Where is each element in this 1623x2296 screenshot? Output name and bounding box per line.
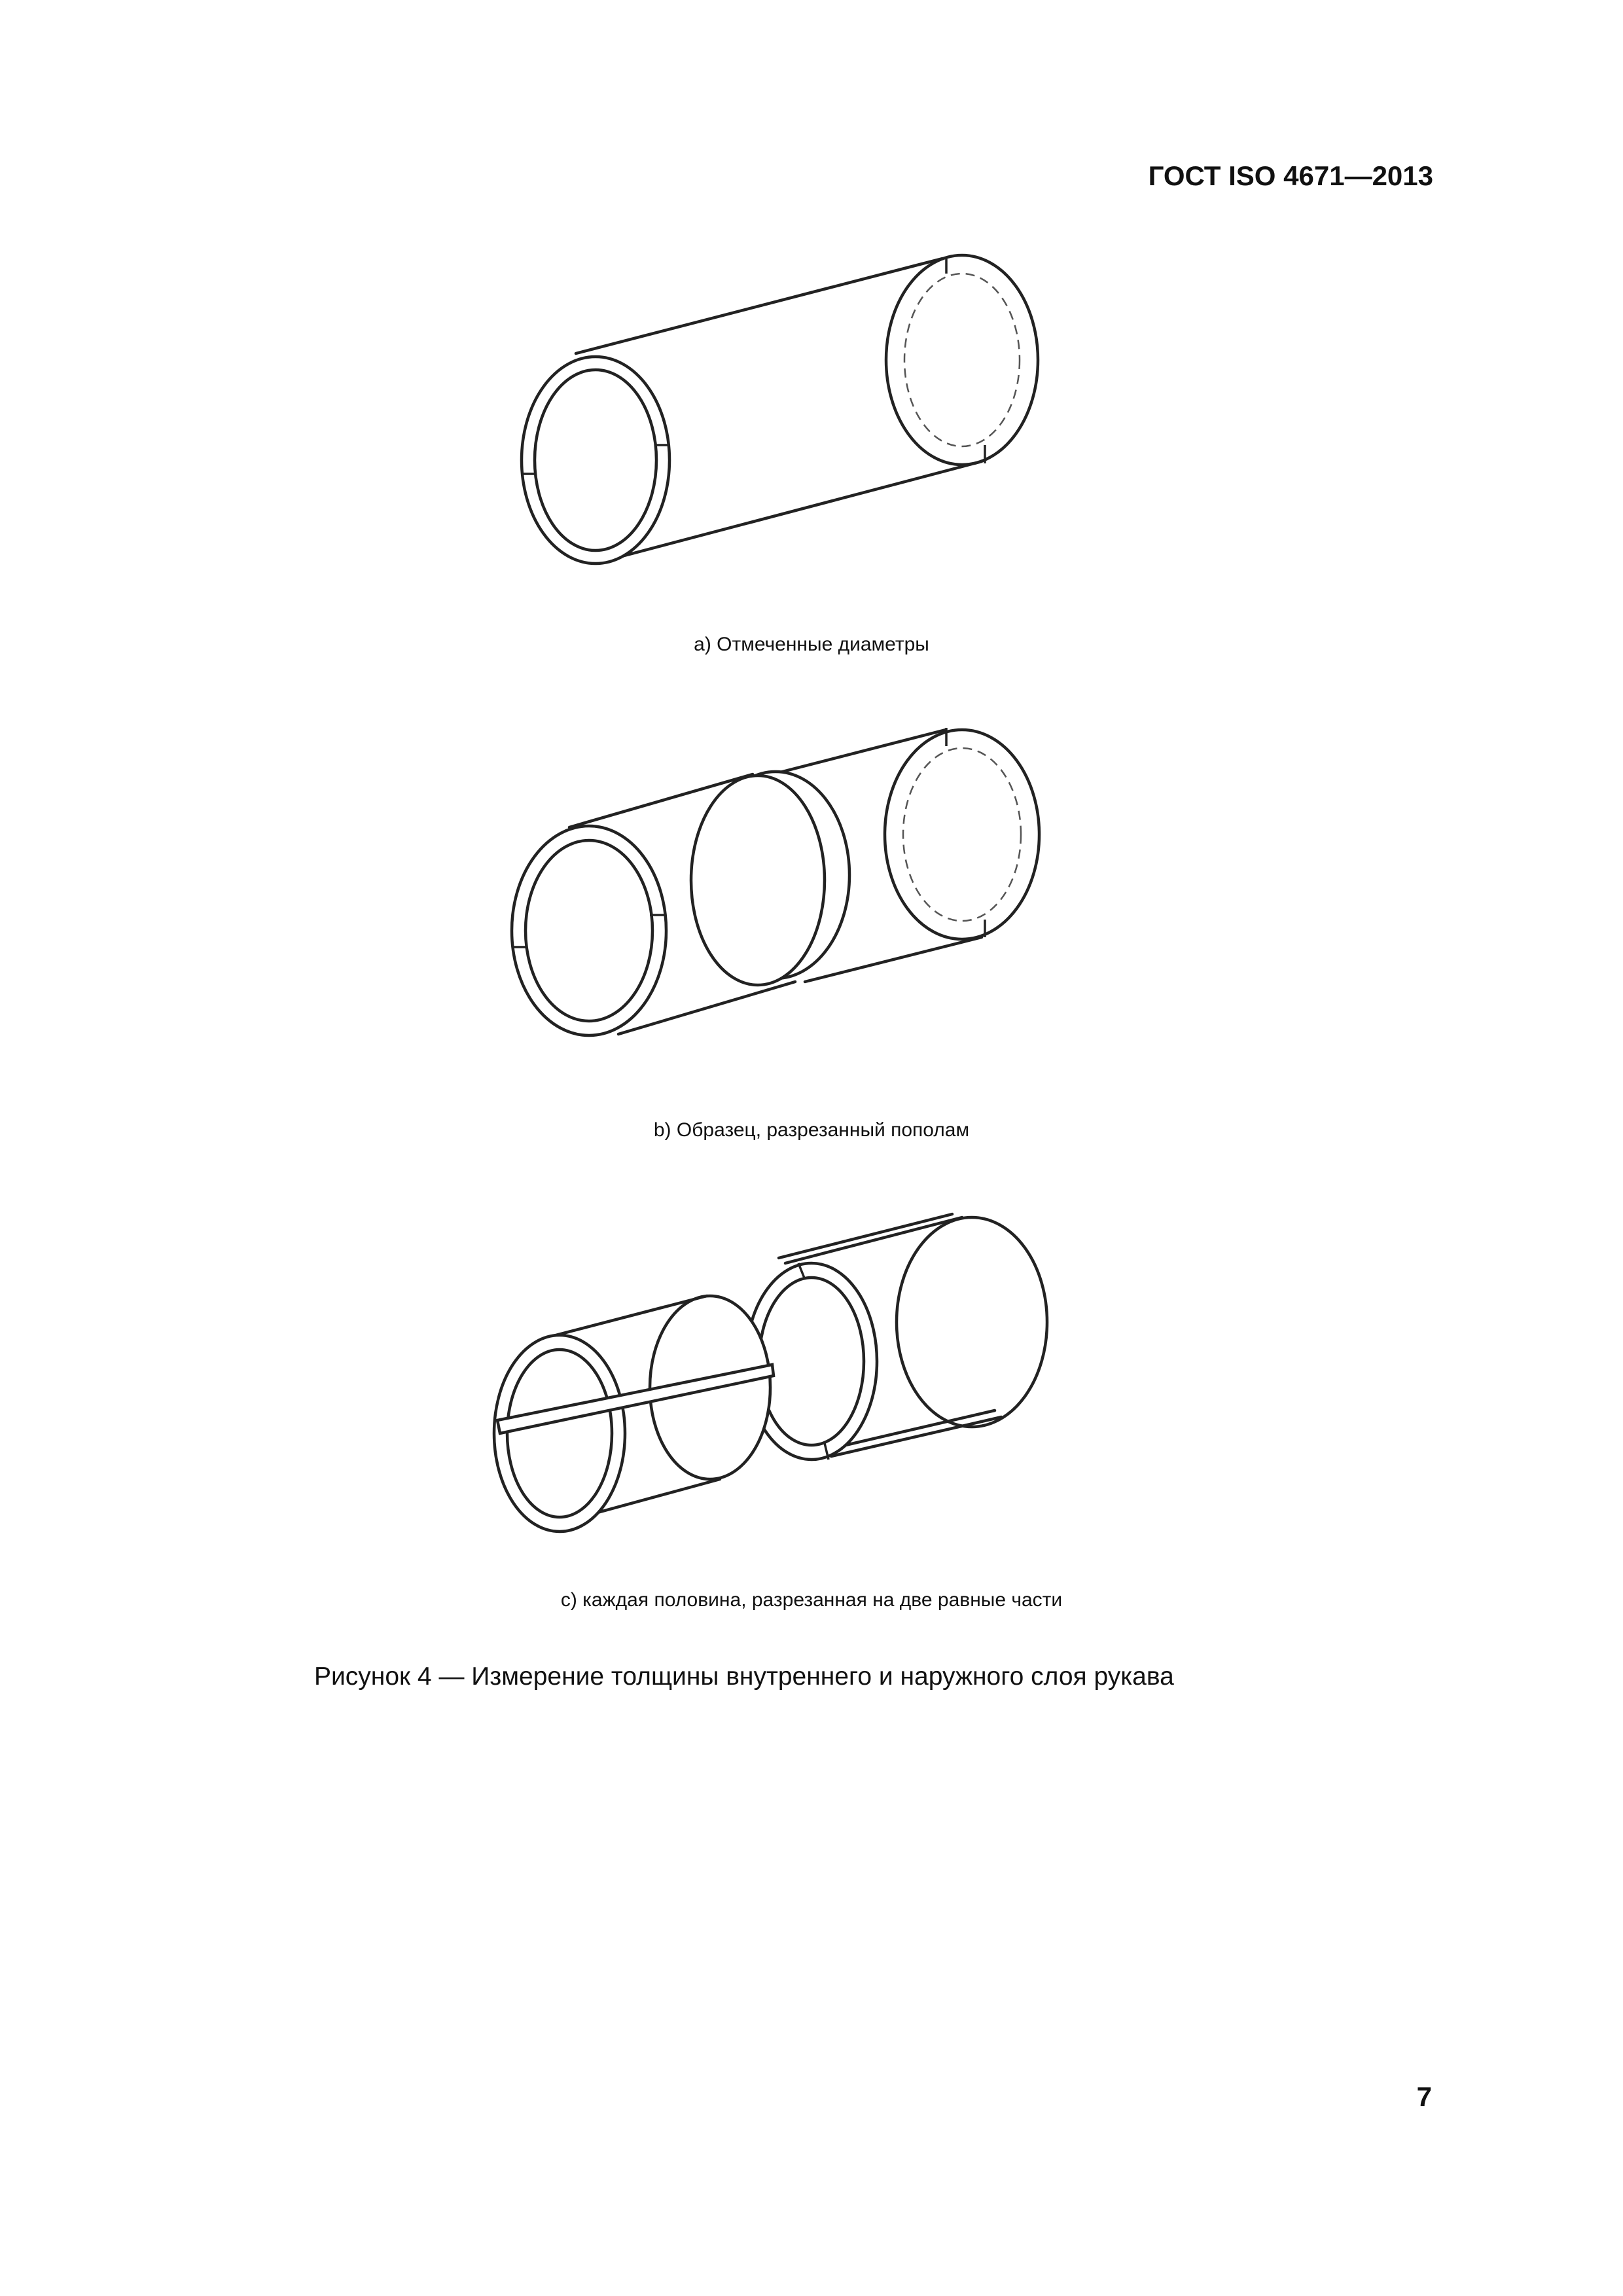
tube-half-right-split [746,1214,1047,1460]
tube-marked-diameters [522,255,1038,564]
subfigure-c-label: c) каждая половина, разрезанная на две равные части [560,1589,1063,1611]
tube-half-left-split [494,1296,774,1532]
subfigure-a-label: a) Отмеченные диаметры [694,634,929,655]
subfigure-b-label: b) Образец, разрезанный пополам [653,1119,970,1141]
page-number: 7 [1416,2081,1432,2112]
document-header: ГОСТ ISO 4671—2013 [1148,160,1433,191]
tube-cut-in-half [512,728,1039,1035]
figure-caption: Рисунок 4 — Измерение толщины внутреннего и наружного слоя рукава [314,1662,1174,1691]
